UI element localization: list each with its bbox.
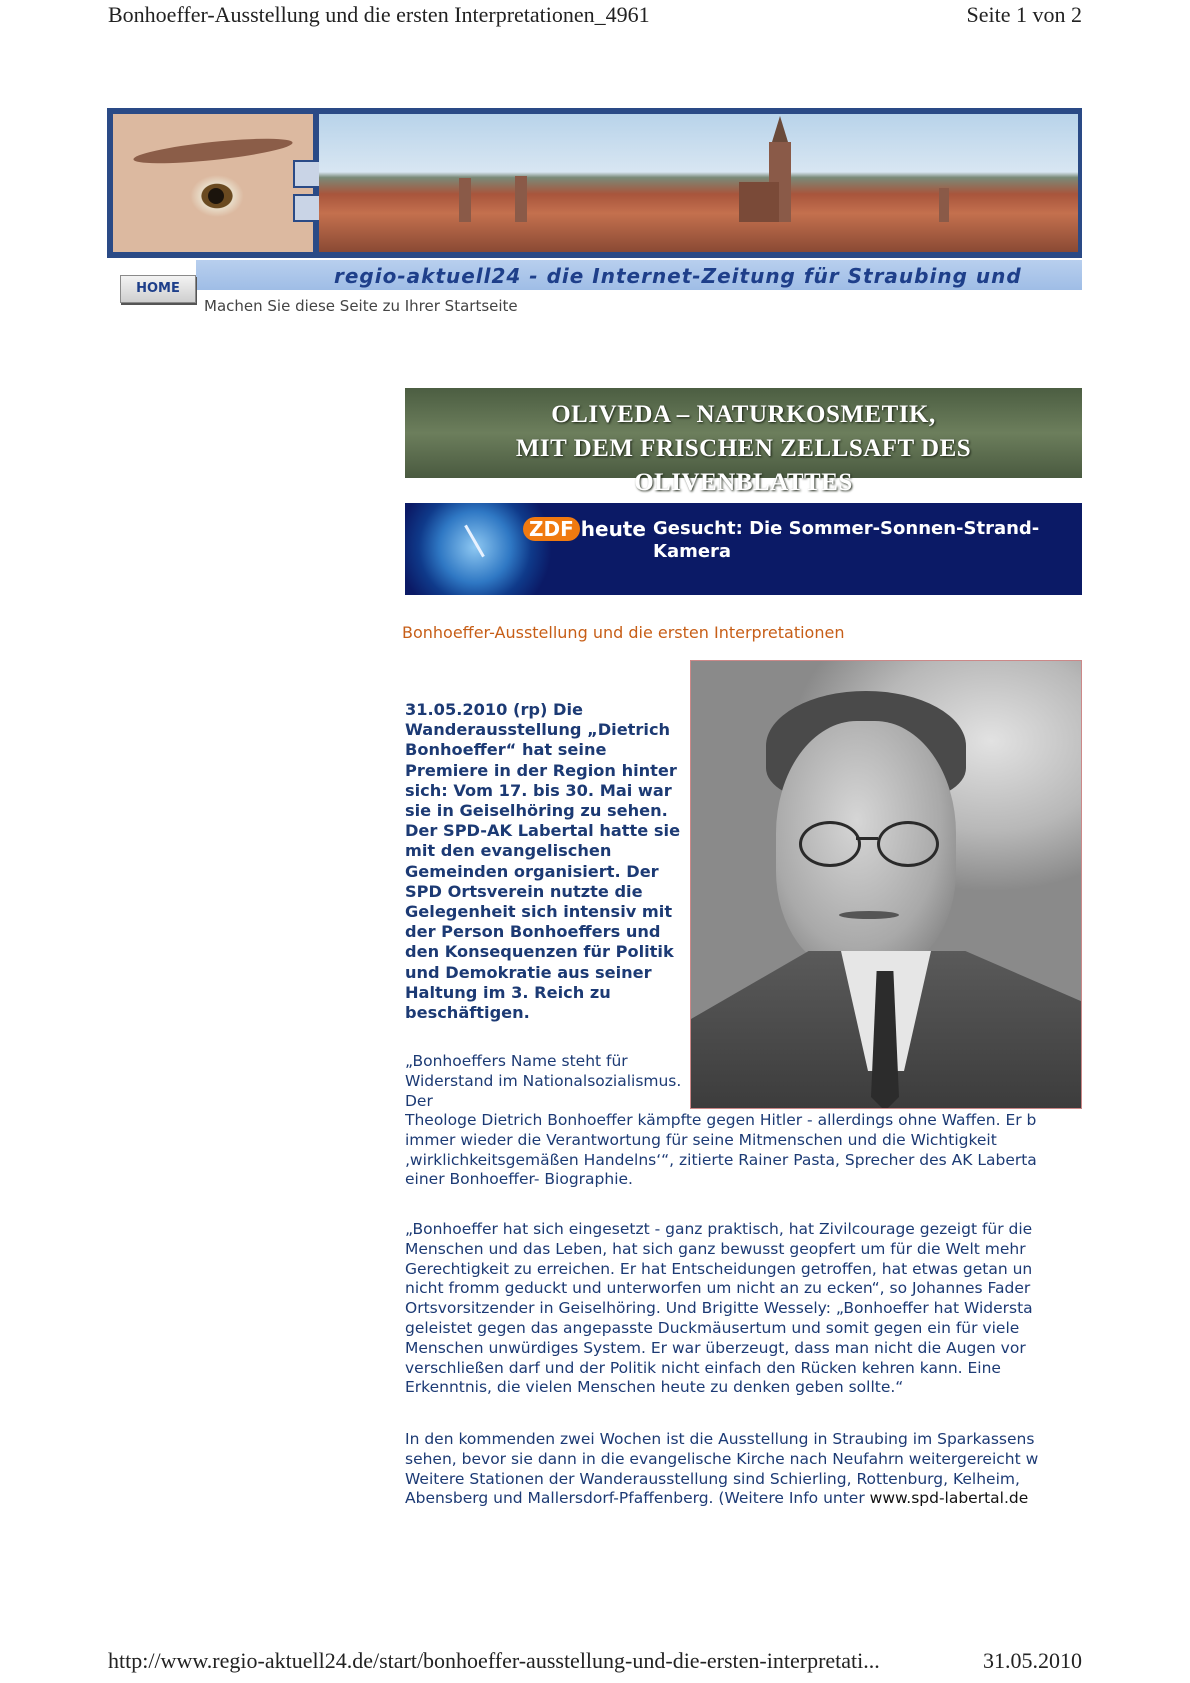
glasses-left-lens <box>799 821 861 867</box>
paragraph-line: Theologe Dietrich Bonhoeffer kämpfte gegen Hitler - allerdings ohne Waffen. Er b <box>405 1111 1037 1129</box>
paragraph-line: Menschen unwürdiges System. Er war überzeugt, dass man nicht die Augen vor <box>405 1338 1026 1357</box>
print-title: Bonhoeffer-Ausstellung und die ersten Interpretationen_4961 <box>108 2 650 27</box>
tower <box>939 188 949 222</box>
zdf-heute-logo <box>523 517 646 541</box>
paragraph-line: Weitere Stationen der Wanderausstellung sind Schierling, Rottenburg, Kelheim, <box>405 1469 1020 1488</box>
print-header <box>108 2 1082 32</box>
eye-pupil <box>208 188 224 204</box>
paragraph-line: nicht fromm geduckt und unterworfen um nicht an zu ecken“, so Johannes Fader <box>405 1279 1031 1298</box>
paragraph-line-text: Abensberg und Mallersdorf-Pfaffenberg. (Weitere Info unter <box>405 1489 870 1508</box>
paragraph-line: Ortsvorsitzender in Geiselhöring. Und Brigitte Wessely: „Bonhoeffer hat Widersta <box>405 1299 1033 1318</box>
paragraph-line: Gerechtigkeit zu erreichen. Er hat Entscheidungen getroffen, hat etwas getan un <box>405 1259 1033 1278</box>
paragraph-line: Erkenntnis, die vielen Menschen heute zu denken geben sollte.“ <box>405 1378 904 1397</box>
article-quote-start: „Bonhoeffers Name steht für Widerstand im Nationalsozialismus. Der <box>405 1052 682 1110</box>
ad-zdf-text: Gesucht: Die Sommer-Sonnen-Strand-Kamera <box>653 518 1040 562</box>
paragraph-line: sehen, bevor sie dann in die evangelische Kirche nach Neufahrn weitergereicht w <box>405 1449 1039 1468</box>
site-banner <box>107 108 1082 258</box>
paragraph-line: verschließen darf und der Politik nicht einfach den Rücken kehren kann. Eine <box>405 1358 1001 1377</box>
spd-labertal-link[interactable]: www.spd-labertal.de <box>869 1489 1029 1508</box>
paragraph-line: ‚wirklichkeitsgemäßen Handelns‘“, zitierte Rainer Pasta, Sprecher des AK Laberta <box>405 1150 1037 1169</box>
tower <box>515 176 527 222</box>
site-tagline: regio-aktuell24 - die Internet-Zeitung für Straubing und <box>334 264 1022 288</box>
paragraph-line-last <box>405 1489 1082 1509</box>
print-date: 31.05.2010 <box>983 1648 1082 1673</box>
ad-zdf-banner[interactable] <box>405 503 1082 595</box>
site-tagline-bar <box>196 260 1082 290</box>
zdf-logo-badge: ZDF <box>523 517 580 541</box>
ad-oliveda-line2: MIT DEM FRISCHEN ZELLSAFT DES OLIVENBLATTES <box>515 435 972 496</box>
print-url: http://www.regio-aktuell24.de/start/bonhoeffer-ausstellung-und-die-ersten-interpretati... <box>108 1648 880 1673</box>
city-skyline-photo <box>319 114 1078 252</box>
article-headline: Bonhoeffer-Ausstellung und die ersten Interpretationen <box>402 623 845 642</box>
banner-tile <box>293 194 321 222</box>
bonhoeffer-portrait-photo <box>690 660 1082 1109</box>
zdf-logo-text: heute <box>580 517 646 541</box>
paragraph-line: geleistet gegen das angepasste Duckmäusertum und somit gegen ein für viele <box>405 1318 1020 1337</box>
glasses-right-lens <box>877 821 939 867</box>
clock-hand <box>464 525 485 558</box>
banner-tile <box>293 160 321 188</box>
eye-photo <box>113 114 313 252</box>
article-lead: 31.05.2010 (rp) Die Wanderausstellung „Dietrich Bonhoeffer“ hat seine Premiere in der Region hinter sich: Vom 17. bis 30. Mai war sie in Geiselhöring zu sehen. Der SPD-AK Labertal hatte sie mit den evangelischen Gemeinden organisiert. Der SPD Ortsverein nutzte die Gelegenheit sich intensiv mit der Person Bonhoeffers und den Konsequenzen für Politik und Demokratie aus seiner Haltung im 3. Reich zu beschäftigen. <box>405 700 681 1023</box>
paragraph-line: einer Bonhoeffer- Biographie. <box>405 1170 633 1189</box>
church-spire <box>772 116 788 142</box>
paragraph-line: Menschen und das Leben, hat sich ganz bewusst geopfert um für die Welt mehr <box>405 1239 1026 1258</box>
print-footer <box>108 1648 1082 1678</box>
article-paragraph-2 <box>405 1220 1082 1398</box>
paragraph-line: „Bonhoeffer hat sich eingesetzt - ganz praktisch, hat Zivilcourage gezeigt für die <box>405 1220 1033 1238</box>
ad-oliveda-line1: OLIVEDA – NATURKOSMETIK, <box>551 401 936 428</box>
article-paragraph-1 <box>405 1111 1082 1190</box>
set-startpage-link[interactable]: Machen Sie diese Seite zu Ihrer Startseite <box>204 297 518 315</box>
church-nave <box>739 182 779 222</box>
page-number: Seite 1 von 2 <box>966 2 1082 27</box>
eye-brow <box>132 134 293 169</box>
paragraph-line: In den kommenden zwei Wochen ist die Ausstellung in Straubing im Sparkassens <box>405 1430 1035 1448</box>
tower <box>459 178 471 222</box>
glasses-bridge <box>856 837 878 840</box>
article-paragraph-3 <box>405 1430 1082 1509</box>
ad-oliveda-banner[interactable] <box>405 388 1082 496</box>
paragraph-line: immer wieder die Verantwortung für seine Mitmenschen und die Wichtigkeit <box>405 1130 997 1149</box>
portrait-mouth <box>839 911 899 919</box>
home-button[interactable]: HOME <box>120 275 196 303</box>
